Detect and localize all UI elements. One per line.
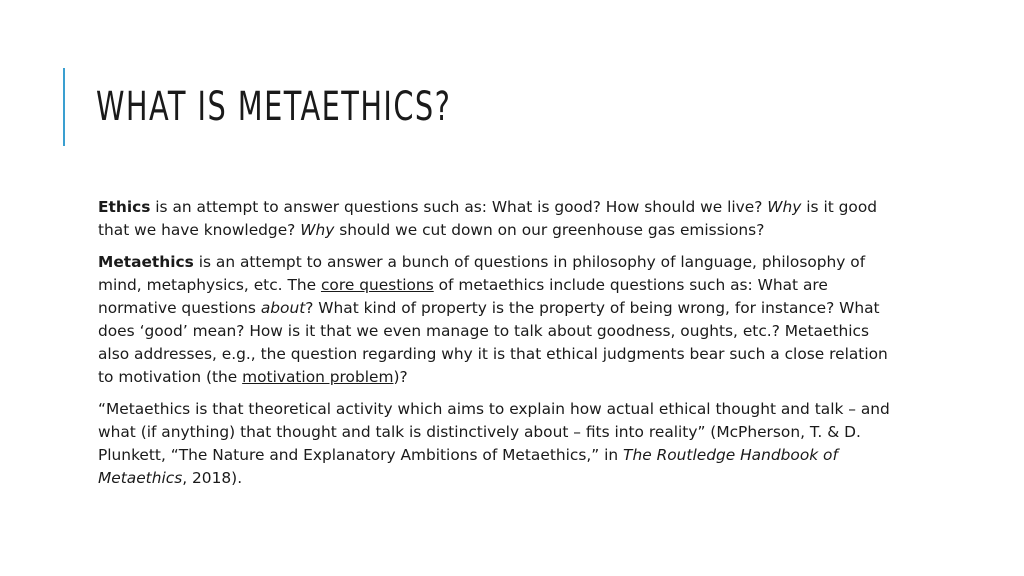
ethics-text-2: is it good that we have knowledge?	[98, 198, 878, 239]
metaethics-text-1: is an attempt to answer a bunch of questions in philosophy of language, philosophy of mind, metaphysics, etc. The	[98, 253, 866, 294]
ethics-text-1: is an attempt to answer questions such as: What is good? How should we live?	[150, 198, 768, 216]
page-title: WHAT IS METAETHICS?	[96, 84, 452, 130]
ethics-why-1: Why	[767, 198, 802, 216]
metaethics-term: Metaethics	[98, 253, 194, 271]
metaethics-about: about	[260, 299, 306, 317]
title-accent-bar	[63, 68, 65, 146]
quote-text-1: “Metaethics is that theoretical activity which aims to explain how actual ethical thought and talk – and what (if anything) that thought and talk is distinctively about – fits into reality” (McPherson, T. & D. Plunkett, “The Nature and Explanatory Ambitions of Metaethics,” in	[98, 400, 890, 464]
slide-body	[98, 196, 898, 499]
ethics-text-3: should we cut down on our greenhouse gas emissions?	[334, 221, 765, 239]
metaethics-text-2: of metaethics include questions such as: What are normative questions	[98, 276, 828, 317]
metaethics-paragraph	[98, 251, 898, 389]
ethics-term: Ethics	[98, 198, 151, 216]
ethics-why-2: Why	[300, 221, 335, 239]
quote-text-2: , 2018).	[182, 469, 243, 487]
ethics-paragraph	[98, 196, 898, 242]
quote-book-title: The Routledge Handbook of Metaethics	[98, 446, 838, 487]
quote-paragraph	[98, 398, 898, 490]
metaethics-text-4: )?	[393, 368, 408, 386]
motivation-problem-link[interactable]: motivation problem	[242, 368, 394, 386]
core-questions-link[interactable]: core questions	[320, 276, 434, 294]
metaethics-text-3: ? What kind of property is the property of being wrong, for instance? What does ‘good’ mean? How is it that we even manage to talk about goodness, oughts, etc.? Metaethics also addresses, e.g., the question regarding why it is that ethical judgments bear such a close relation to motivation (the	[98, 299, 888, 386]
